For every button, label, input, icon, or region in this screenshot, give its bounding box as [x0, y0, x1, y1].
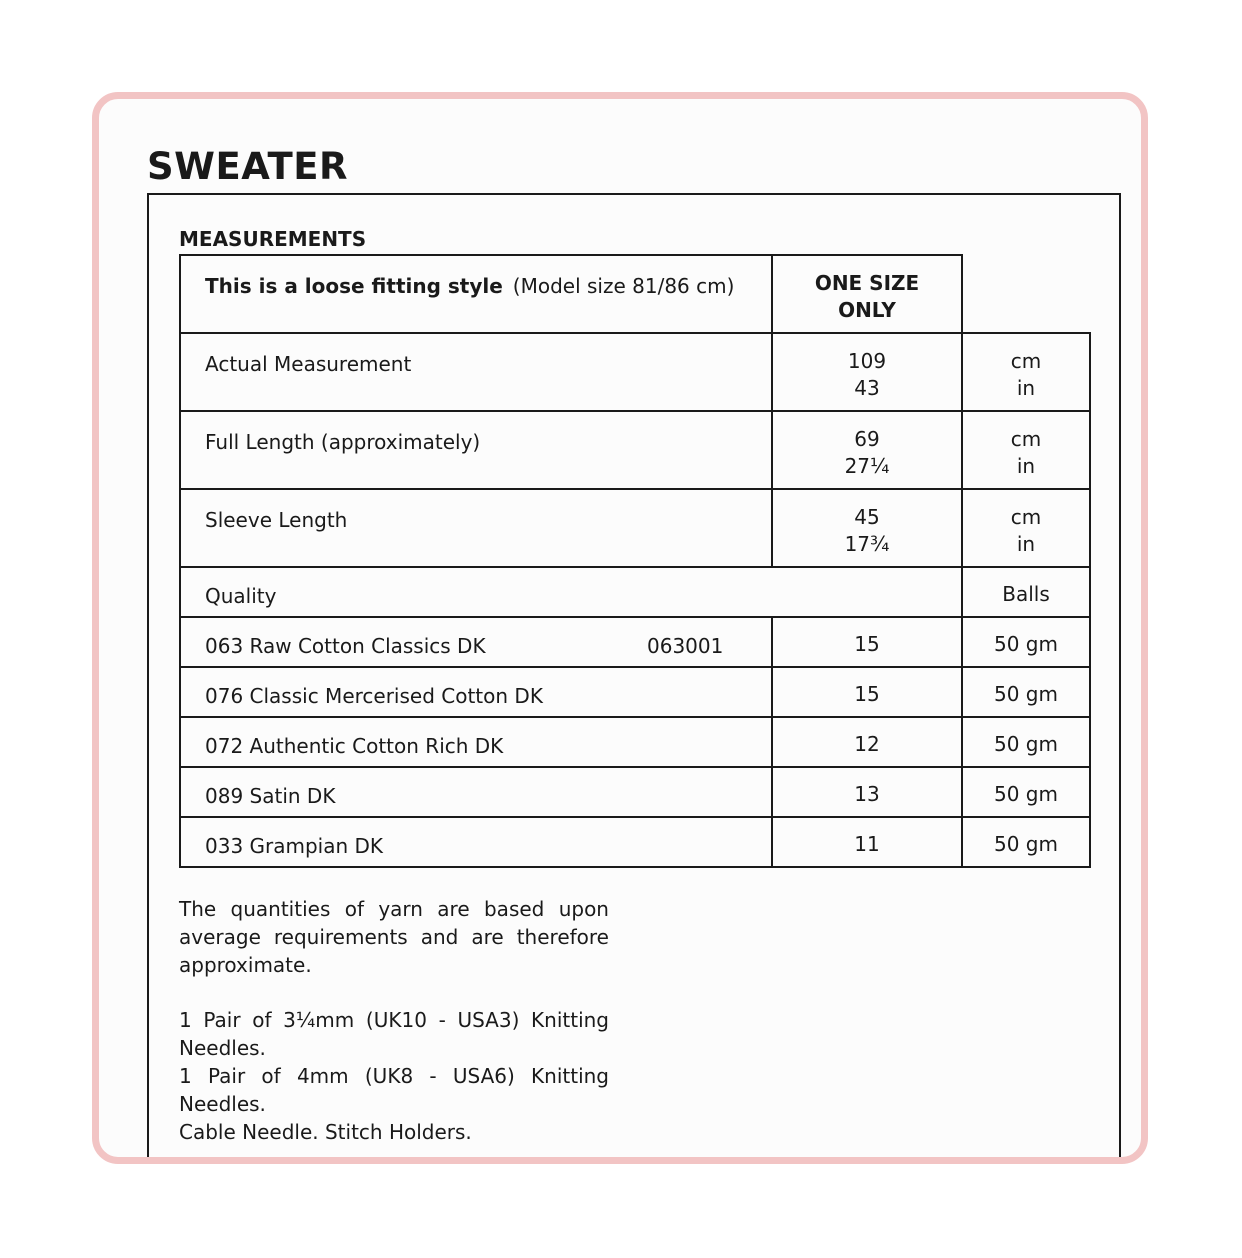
style-note: [205, 274, 734, 298]
value-in: 27¼: [844, 454, 890, 478]
yarn-balls: 12: [854, 732, 880, 756]
quantities-line: approximate.: [179, 953, 312, 977]
measurement-unit-cell: [961, 410, 1091, 490]
yarn-weight-cell: [961, 616, 1091, 668]
yarn-name-cell: [179, 616, 773, 668]
unit-cm: cm: [1010, 349, 1042, 373]
unit-in: in: [1016, 376, 1036, 400]
needles-list: [179, 1006, 609, 1146]
value-cm: 45: [854, 505, 880, 529]
quantities-line: average requirements and are therefore: [179, 925, 609, 949]
yarn-weight: 50 gm: [994, 832, 1058, 856]
yarn-balls-cell: [771, 616, 963, 668]
value-cm: 69: [854, 427, 880, 451]
yarn-weight: 50 gm: [994, 682, 1058, 706]
yarn-name: 072 Authentic Cotton Rich DK: [205, 734, 504, 758]
header-style-cell: [179, 254, 773, 334]
document-frame: [92, 92, 1148, 1164]
pattern-page: [99, 99, 1141, 1157]
header-size-cell: [771, 254, 963, 334]
yarn-name-cell: [179, 716, 773, 768]
yarn-balls-cell: [771, 666, 963, 718]
measurement-units: [963, 504, 1089, 558]
yarn-balls: 11: [854, 832, 880, 856]
yarn-balls: 13: [854, 782, 880, 806]
yarn-name: 063 Raw Cotton Classics DK: [205, 634, 486, 658]
yarn-code: 063001: [647, 634, 724, 658]
measurement-units: [963, 426, 1089, 480]
yarn-balls: 15: [854, 682, 880, 706]
yarn-weight: 50 gm: [994, 632, 1058, 656]
quantities-line: The quantities of yarn are based upon: [179, 897, 609, 921]
measurement-unit-cell: [961, 332, 1091, 412]
quality-header-cell: [179, 566, 963, 618]
measurement-values: [773, 348, 961, 402]
needle-line: 1 Pair of 4mm (UK8 - USA6) Knitting: [179, 1064, 609, 1088]
needle-line: 1 Pair of 3¼mm (UK10 - USA3) Knitting: [179, 1008, 609, 1032]
value-cm: 109: [847, 349, 887, 373]
size-label: [773, 270, 961, 324]
measurement-values: [773, 426, 961, 480]
measurement-value-cell: [771, 488, 963, 568]
yarn-balls-cell: [771, 716, 963, 768]
yarn-weight-cell: [961, 716, 1091, 768]
style-note-bold: This is a loose fitting style: [205, 274, 503, 298]
measurement-label-cell: [179, 488, 773, 568]
notes-block: [179, 895, 609, 1146]
yarn-name-cell: [179, 816, 773, 868]
measurement-units: [963, 348, 1089, 402]
measurement-label: Sleeve Length: [205, 508, 348, 532]
quality-label: Quality: [205, 584, 277, 608]
measurement-unit-cell: [961, 488, 1091, 568]
unit-cm: cm: [1010, 505, 1042, 529]
measurement-value-cell: [771, 410, 963, 490]
unit-cm: cm: [1010, 427, 1042, 451]
measurement-label-cell: [179, 410, 773, 490]
yarn-name: 033 Grampian DK: [205, 834, 384, 858]
page-title: SWEATER: [147, 145, 349, 188]
model-size: (Model size 81/86 cm): [512, 274, 735, 298]
yarn-weight-cell: [961, 666, 1091, 718]
needle-line: Needles.: [179, 1092, 266, 1116]
size-label-line2: ONLY: [838, 298, 896, 322]
extras-line: Cable Needle. Stitch Holders.: [179, 1120, 472, 1144]
value-in: 43: [854, 376, 880, 400]
needle-line: Needles.: [179, 1036, 266, 1060]
measurement-label-cell: [179, 332, 773, 412]
measurement-values: [773, 504, 961, 558]
measurement-label: Actual Measurement: [205, 352, 412, 376]
yarn-balls-cell: [771, 816, 963, 868]
yarn-weight-cell: [961, 816, 1091, 868]
yarn-name: 089 Satin DK: [205, 784, 336, 808]
yarn-weight: 50 gm: [994, 782, 1058, 806]
yarn-balls-cell: [771, 766, 963, 818]
measurement-label: Full Length (approximately): [205, 430, 481, 454]
yarn-weight-cell: [961, 766, 1091, 818]
unit-in: in: [1016, 454, 1036, 478]
size-label-line1: ONE SIZE: [814, 271, 920, 295]
unit-in: in: [1016, 532, 1036, 556]
balls-label: Balls: [1002, 582, 1050, 606]
measurement-value-cell: [771, 332, 963, 412]
section-title: MEASUREMENTS: [179, 227, 367, 251]
yarn-name-cell: [179, 766, 773, 818]
yarn-name: 076 Classic Mercerised Cotton DK: [205, 684, 543, 708]
yarn-balls: 15: [854, 632, 880, 656]
balls-header-cell: [961, 566, 1091, 618]
value-in: 17¾: [844, 532, 890, 556]
quantities-note: [179, 895, 609, 979]
yarn-weight: 50 gm: [994, 732, 1058, 756]
yarn-name-cell: [179, 666, 773, 718]
